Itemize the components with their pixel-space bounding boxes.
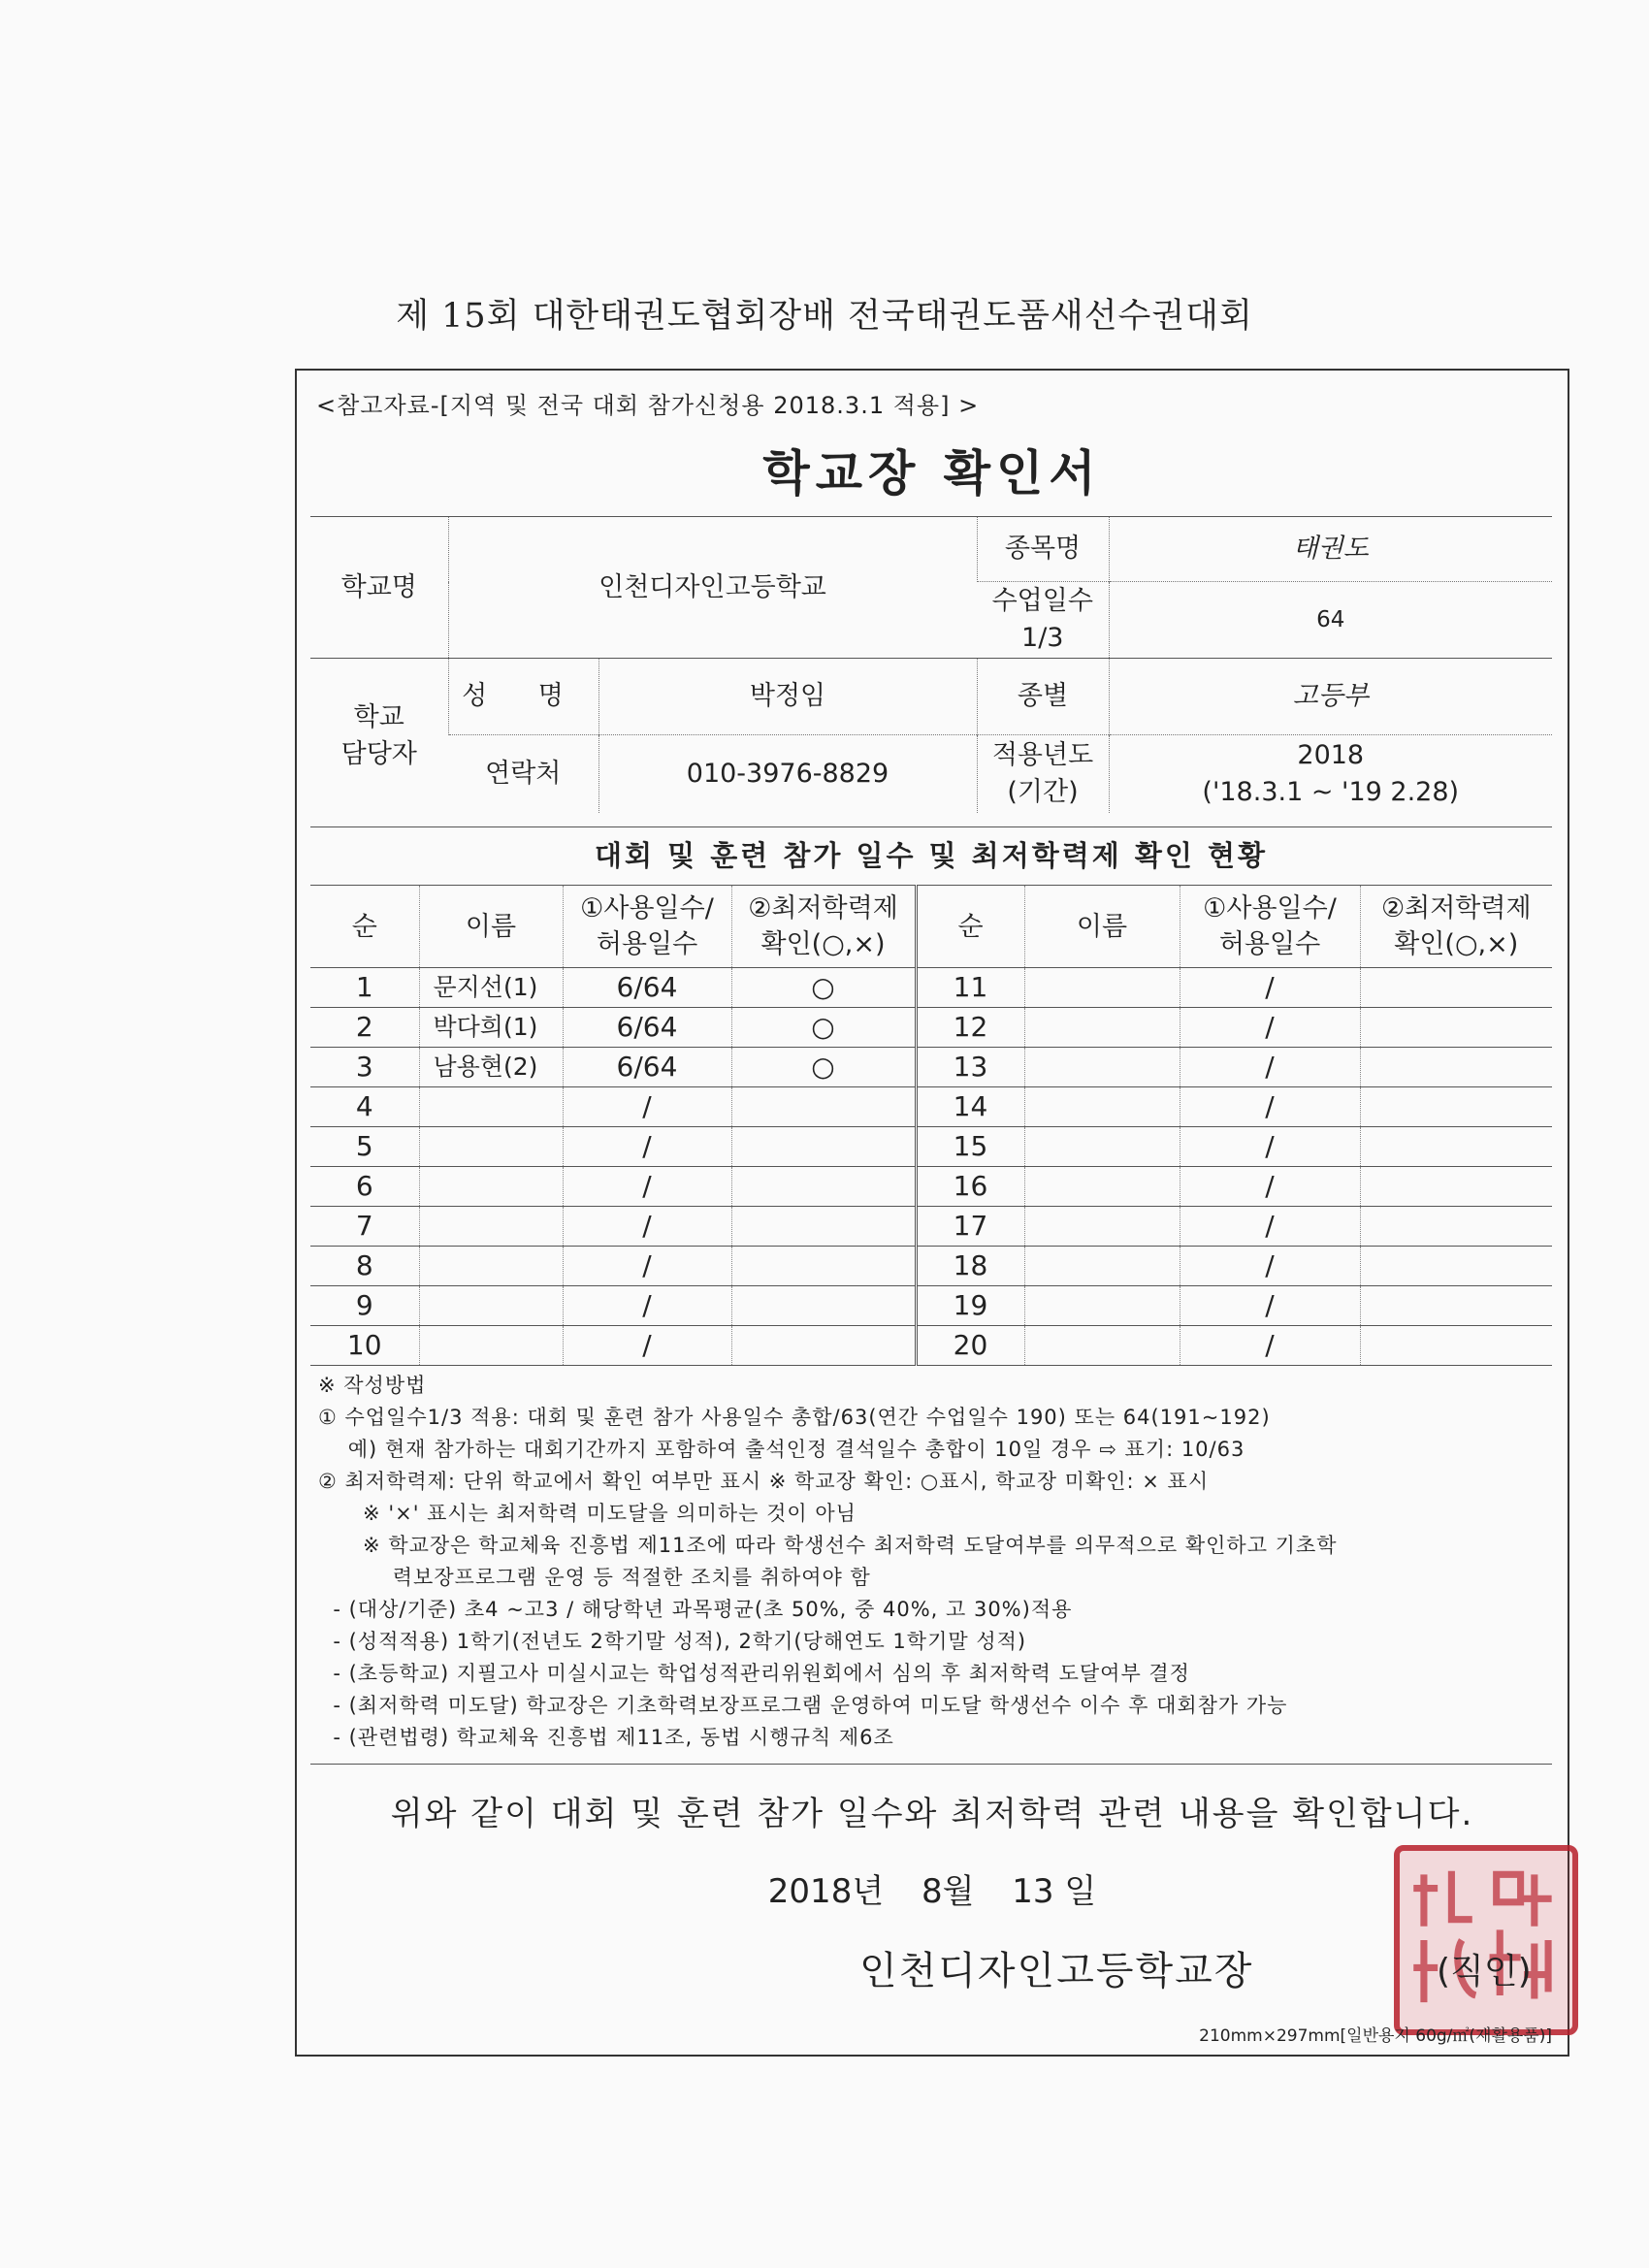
roster-header-cell: ①사용일수/ 허용일수	[1180, 886, 1360, 968]
roster-check-cell: ○	[731, 1008, 916, 1048]
roster-days-cell: /	[563, 1167, 731, 1207]
roster-name-cell	[419, 1207, 563, 1247]
roster-name-cell	[1024, 1326, 1180, 1366]
roster-no-cell: 10	[310, 1326, 419, 1366]
table-row	[310, 968, 1552, 1008]
roster-days-cell: /	[563, 1207, 731, 1247]
roster-name-cell	[1024, 968, 1180, 1008]
roster-check-cell	[1360, 968, 1552, 1008]
section-title: 대회 및 훈련 참가 일수 및 최저학력제 확인 현황	[310, 826, 1552, 884]
year-value	[1109, 735, 1552, 814]
roster-days-cell: /	[1180, 1207, 1360, 1247]
reference-note: <참고자료-[지역 및 전국 대회 참가신청용 2018.3.1 적용] >	[316, 392, 980, 419]
roster-name-cell: 박다희(1)	[419, 1008, 563, 1048]
school-info-table	[310, 516, 1552, 813]
roster-table	[310, 885, 1552, 1366]
roster-name-cell	[419, 1127, 563, 1167]
sport-label: 종목명	[977, 517, 1109, 582]
roster-days-cell: /	[563, 1087, 731, 1127]
roster-check-cell	[1360, 1008, 1552, 1048]
roster-name-cell	[419, 1247, 563, 1286]
roster-no-cell: 14	[916, 1087, 1024, 1127]
roster-check-cell	[731, 1326, 916, 1366]
year-label: 적용년도 (기간)	[977, 735, 1109, 814]
roster-check-cell: ○	[731, 1048, 916, 1087]
roster-check-cell	[731, 1167, 916, 1207]
roster-days-cell: /	[563, 1286, 731, 1326]
roster-days-cell: /	[1180, 1247, 1360, 1286]
roster-name-cell	[1024, 1207, 1180, 1247]
instruction-line: ※ '×' 표시는 최저학력 미도달을 의미하는 것이 아님	[318, 1502, 857, 1525]
divider	[310, 1764, 1552, 1765]
table-row	[310, 1087, 1552, 1127]
class-days-value: 64	[1109, 582, 1552, 659]
table-row	[310, 1247, 1552, 1286]
roster-name-cell	[419, 1286, 563, 1326]
roster-check-cell	[1360, 1286, 1552, 1326]
date-day: 13 일	[1012, 1872, 1097, 1911]
instruction-line: ※ 학교장은 학교체육 진흥법 제11조에 따라 학생선수 최저학력 도달여부를 의무적으로 확인하고 기초학	[318, 1534, 1338, 1557]
school-name-label: 학교명	[310, 517, 448, 659]
roster-days-cell: /	[1180, 1127, 1360, 1167]
roster-header-cell: 순	[310, 886, 419, 968]
roster-check-cell	[1360, 1087, 1552, 1127]
roster-days-cell: /	[563, 1326, 731, 1366]
roster-no-cell: 20	[916, 1326, 1024, 1366]
roster-no-cell: 7	[310, 1207, 419, 1247]
table-row	[310, 1167, 1552, 1207]
roster-days-cell: /	[1180, 1286, 1360, 1326]
roster-no-cell: 11	[916, 968, 1024, 1008]
roster-check-cell	[731, 1286, 916, 1326]
event-title: 제 15회 대한태권도협회장배 전국태권도품새선수권대회	[396, 297, 1253, 336]
instruction-line: ① 수업일수1/3 적용: 대회 및 훈련 참가 사용일수 총합/63(연간 수업일수 190) 또는 64(191~192)	[318, 1406, 1271, 1429]
roster-no-cell: 9	[310, 1286, 419, 1326]
roster-name-cell	[1024, 1286, 1180, 1326]
roster-no-cell: 18	[916, 1247, 1024, 1286]
instructions	[318, 1370, 1555, 1754]
person-name-label: 성 명	[448, 659, 598, 735]
issue-date	[297, 1864, 1568, 1912]
division-value: 고등부	[1109, 659, 1552, 735]
roster-check-cell	[731, 1127, 916, 1167]
roster-no-cell: 2	[310, 1008, 419, 1048]
roster-header-cell: 순	[916, 886, 1024, 968]
roster-check-cell: ○	[731, 968, 916, 1008]
roster-days-cell: /	[1180, 1087, 1360, 1127]
roster-no-cell: 4	[310, 1087, 419, 1127]
roster-days-cell: /	[1180, 1167, 1360, 1207]
year: 2018	[1297, 740, 1365, 770]
roster-name-cell	[1024, 1087, 1180, 1127]
instruction-line: - (초등학교) 지필고사 미실시교는 학업성적관리위원회에서 심의 후 최저학력 도달여부 결정	[318, 1662, 1190, 1685]
roster-no-cell: 16	[916, 1167, 1024, 1207]
instruction-line: 예) 현재 참가하는 대회기간까지 포함하여 출석인정 결석일수 총합이 10일 경우 ⇨ 표기: 10/63	[318, 1438, 1245, 1461]
roster-days-cell: /	[1180, 1048, 1360, 1087]
instruction-line: - (최저학력 미도달) 학교장은 기초학력보장프로그램 운영하여 미도달 학생선수 이수 후 대회참가 가능	[318, 1694, 1288, 1717]
roster-check-cell	[1360, 1048, 1552, 1087]
roster-name-cell	[1024, 1247, 1180, 1286]
instruction-line: 력보장프로그램 운영 등 적절한 조치를 취하여야 함	[318, 1566, 871, 1589]
instruction-line: - (성적적용) 1학기(전년도 2학기말 성적), 2학기(당해연도 1학기말 성적)	[318, 1630, 1027, 1653]
roster-header-cell: 이름	[419, 886, 563, 968]
roster-name-cell: 문지선(1)	[419, 968, 563, 1008]
roster-check-cell	[1360, 1167, 1552, 1207]
document-title: 학교장 확인서	[762, 445, 1102, 502]
roster-check-cell	[731, 1207, 916, 1247]
roster-check-cell	[1360, 1207, 1552, 1247]
roster-check-cell	[1360, 1127, 1552, 1167]
table-row	[310, 1326, 1552, 1366]
roster-check-cell	[731, 1247, 916, 1286]
roster-header-cell: ②최저학력제 확인(○,×)	[1360, 886, 1552, 968]
seal-icon	[1400, 1851, 1572, 2029]
roster-no-cell: 8	[310, 1247, 419, 1286]
paper-spec: 210mm×297mm[일반용지 60g/㎡(재활용품)]	[1199, 2026, 1552, 2046]
certificate-frame	[295, 369, 1569, 2057]
roster-days-cell: /	[1180, 1008, 1360, 1048]
phone-value: 010-3976-8829	[598, 735, 977, 814]
roster-name-cell	[1024, 1048, 1180, 1087]
roster-days-cell: /	[1180, 968, 1360, 1008]
roster-header-row	[310, 886, 1552, 968]
person-name-value: 박정임	[598, 659, 977, 735]
seal-suffix: (직인)	[1437, 1952, 1532, 1992]
table-row	[310, 1207, 1552, 1247]
roster-name-cell	[419, 1167, 563, 1207]
table-row	[310, 1048, 1552, 1087]
table-row	[310, 1127, 1552, 1167]
instruction-line: - (관련법령) 학교체육 진흥법 제11조, 동법 시행규칙 제6조	[318, 1726, 894, 1749]
roster-name-cell	[1024, 1127, 1180, 1167]
school-name-value: 인천디자인고등학교	[448, 517, 977, 659]
table-row	[310, 1008, 1552, 1048]
roster-no-cell: 5	[310, 1127, 419, 1167]
roster-no-cell: 17	[916, 1207, 1024, 1247]
sport-value: 태권도	[1109, 517, 1552, 582]
class-days-label: 수업일수 1/3	[977, 582, 1109, 659]
roster-check-cell	[731, 1087, 916, 1127]
roster-header-cell: ①사용일수/ 허용일수	[563, 886, 731, 968]
roster-days-cell: /	[563, 1127, 731, 1167]
roster-no-cell: 3	[310, 1048, 419, 1087]
instruction-line: ② 최저학력제: 단위 학교에서 확인 여부만 표시 ※ 학교장 확인: ○표시, 학교장 미확인: × 표시	[318, 1470, 1210, 1493]
contact-label: 학교 담당자	[310, 659, 448, 814]
division-label: 종별	[977, 659, 1109, 735]
roster-name-cell: 남용현(2)	[419, 1048, 563, 1087]
roster-check-cell	[1360, 1247, 1552, 1286]
roster-name-cell	[419, 1087, 563, 1127]
roster-name-cell	[1024, 1167, 1180, 1207]
roster-check-cell	[1360, 1326, 1552, 1366]
roster-no-cell: 12	[916, 1008, 1024, 1048]
roster-header-cell: 이름	[1024, 886, 1180, 968]
roster-no-cell: 6	[310, 1167, 419, 1207]
roster-days-cell: 6/64	[563, 1048, 731, 1087]
roster-no-cell: 1	[310, 968, 419, 1008]
roster-name-cell	[1024, 1008, 1180, 1048]
date-year: 2018년	[767, 1872, 885, 1911]
date-month: 8월	[921, 1872, 975, 1911]
instruction-line: ※ 작성방법	[318, 1374, 427, 1397]
roster-no-cell: 15	[916, 1127, 1024, 1167]
roster-days-cell: /	[563, 1247, 731, 1286]
principal-name: 인천디자인고등학교장	[859, 1949, 1254, 1993]
roster-days-cell: 6/64	[563, 968, 731, 1008]
roster-days-cell: 6/64	[563, 1008, 731, 1048]
table-row	[310, 1286, 1552, 1326]
confirmation-statement: 위와 같이 대회 및 훈련 참가 일수와 최저학력 관련 내용을 확인합니다.	[390, 1795, 1474, 1833]
roster-name-cell	[419, 1326, 563, 1366]
roster-no-cell: 19	[916, 1286, 1024, 1326]
roster-no-cell: 13	[916, 1048, 1024, 1087]
school-seal-stamp	[1394, 1845, 1578, 2035]
instruction-line: - (대상/기준) 초4 ~고3 / 해당학년 과목평균(초 50%, 중 40%, 고 30%)적용	[318, 1598, 1073, 1621]
roster-header-cell: ②최저학력제 확인(○,×)	[731, 886, 916, 968]
period: ('18.3.1 ~ '19 2.28)	[1202, 777, 1460, 807]
roster-days-cell: /	[1180, 1326, 1360, 1366]
phone-label: 연락처	[448, 735, 598, 814]
